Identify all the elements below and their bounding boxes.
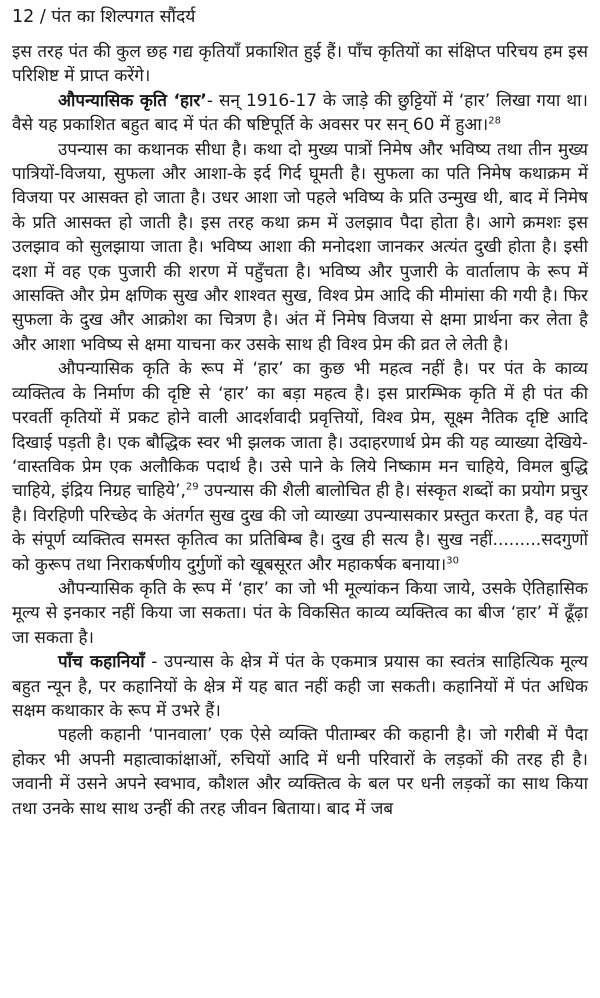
section-lead-five-stories: पाँच कहानियाँ — [58, 652, 145, 673]
paragraph-text: औपन्यासिक कृति के रूप में ‘हार’ का जो भी मूल्यांकन किया जाये, उसके ऐतिहासिक मूल्य से इनकार नहीं किया जा सकता। पंत के विकसित काव्य व्यक्तित्व का बीज ‘हार’ में ढूँढ़ा जा सकता है। — [12, 578, 588, 648]
paragraph-text: इस तरह पंत की कुल छह गद्य कृतियाँ प्रकाशित हुई हैं। पाँच कृतियों का संक्षिप्त परिचय हम इस परिशिष्ट में प्राप्त करेंगे। — [12, 42, 588, 87]
running-title: पंत का शिल्पगत सौंदर्य — [51, 7, 196, 27]
paragraph-haar-intro — [12, 89, 588, 138]
section-lead-haar: औपन्यासिक कृति ‘हार’ — [58, 90, 207, 111]
paragraph-plot — [12, 138, 588, 358]
footnote-ref-28: 28 — [488, 115, 501, 127]
paragraph-text-continued: उपन्यास की शैली बालोचित ही है। संस्कृत शब्दों का प्रयोग प्रचुर है। विरहिणी परिच्छेद के अंतर्गत सुख दुख की जो व्याख्या उपन्यासकार प्रस्तुत करता है, वह पंत के संपूर्ण व्यक्तित्व समस्त कृतित्व का प्रतिबिम्ब है। दुख ही सत्य है। सुख नहीं.........सदगुणों को कुरूप तथा निराकर्षणीय दुर्गुणों को खूबसूरत और महाकर्षक बनाया। — [12, 481, 588, 575]
running-header — [12, 4, 588, 30]
paragraph-significance — [12, 357, 588, 577]
paragraph-intro — [12, 40, 588, 89]
page-number: 12 — [12, 7, 35, 27]
paragraph-text: उपन्यास का कथानक सीधा है। कथा दो मुख्य पात्रों निमेष और भविष्य तथा तीन मुख्य पात्रियों-विजया, सुफला और आशा-के इर्द गिर्द घूमती है। सुफला का पति निमेष कथाक्रम में विजया पर आसक्त हो जाता है। उधर आशा जो पहले भविष्य के प्रति उन्मुख थी, बाद में निमेष के प्रति आसक्त हो जाती है। इस तरह कथा क्रम में उलझाव पैदा होता है। आगे क्रमशः इस उलझाव को सुलझाया जाता है। भविष्य आशा की मनोदशा जानकर अत्यंत दुखी होता है। इसी दशा में वह एक पुजारी की शरण में पहुँचता है। भविष्य और पुजारी के वार्तालाप के रूप में आसक्ति और प्रेम क्षणिक सुख और शाश्वत सुख, विश्व प्रेम आदि की मीमांसा की गयी है। फिर सुफला के दुख और आक्रोश का चित्रण है। अंत में निमेष विजया से क्षमा प्रार्थना कर लेता है और आशा भविष्य से क्षमा याचना कर उसके साथ ही विश्व प्रेम की व्रत ले लेती है। — [12, 139, 588, 355]
paragraph-text: - उपन्यास के क्षेत्र में पंत के एकमात्र प्रयास का स्वतंत्र साहित्यिक मूल्य बहुत न्यून है, पर कहानियों के क्षेत्र में यह बात नहीं कही जा सकती। कहानियों में पंत अधिक सक्षम कथाकार के रूप में उभरे हैं। — [12, 652, 588, 721]
paragraph-text: पहली कहानी ‘पानवाला’ एक ऐसे व्यक्ति पीताम्बर की कहानी है। जो गरीबी में पैदा होकर भी अपनी महात्वाकांक्षाओं, रुचियों आदि में धनी परिवारों के लड़कों की तरह ही है। जवानी में उसने अपने स्वभाव, कौशल और व्यक्तित्व के बल पर धनी लड़कों का साथ किया तथा उनके साथ साथ उन्हीं की तरह जीवन बिताया। बाद में जब — [12, 725, 588, 819]
footnote-ref-30: 30 — [446, 554, 459, 566]
paragraph-text: - सन् 1916-17 के जाड़े की छुट्टियों में ‘हार’ लिखा गया था। वैसे यह प्रकाशित बहुत बाद में पंत की षष्टिपूर्ति के अवसर पर सन् 60 में हुआ। — [12, 90, 588, 136]
paragraph-five-stories — [12, 650, 588, 723]
body-text — [12, 40, 588, 821]
paragraph-text: औपन्यासिक कृति के रूप में ‘हार’ का कुछ भी महत्व नहीं है। पर पंत के काव्य व्यक्तित्व के निर्माण की दृष्टि से ‘हार’ का बड़ा महत्व है। इस प्रारम्भिक कृति में ही पंत की परवर्ती कृतियों में प्रकट होने वाली आदर्शवादी प्रवृत्तियों, विश्व प्रेम, सूक्ष्म नैतिक दृष्टि आदि दिखाई पड़ती है। एक बौद्धिक स्वर भी झलक जाता है। उदाहरणार्थ प्रेम की यह व्याख्या देखिये- ‘वास्तविक प्रेम एक अलौकिक पदार्थ है। उसे पाने के लिये निष्काम मन चाहिये, विमल बुद्धि चाहिये, इंद्रिय निग्रह चाहिये’, — [12, 359, 588, 502]
paragraph-evaluation — [12, 577, 588, 650]
footnote-ref-29: 29 — [185, 481, 199, 493]
header-separator: / — [39, 7, 46, 27]
paragraph-paanwala — [12, 723, 588, 821]
